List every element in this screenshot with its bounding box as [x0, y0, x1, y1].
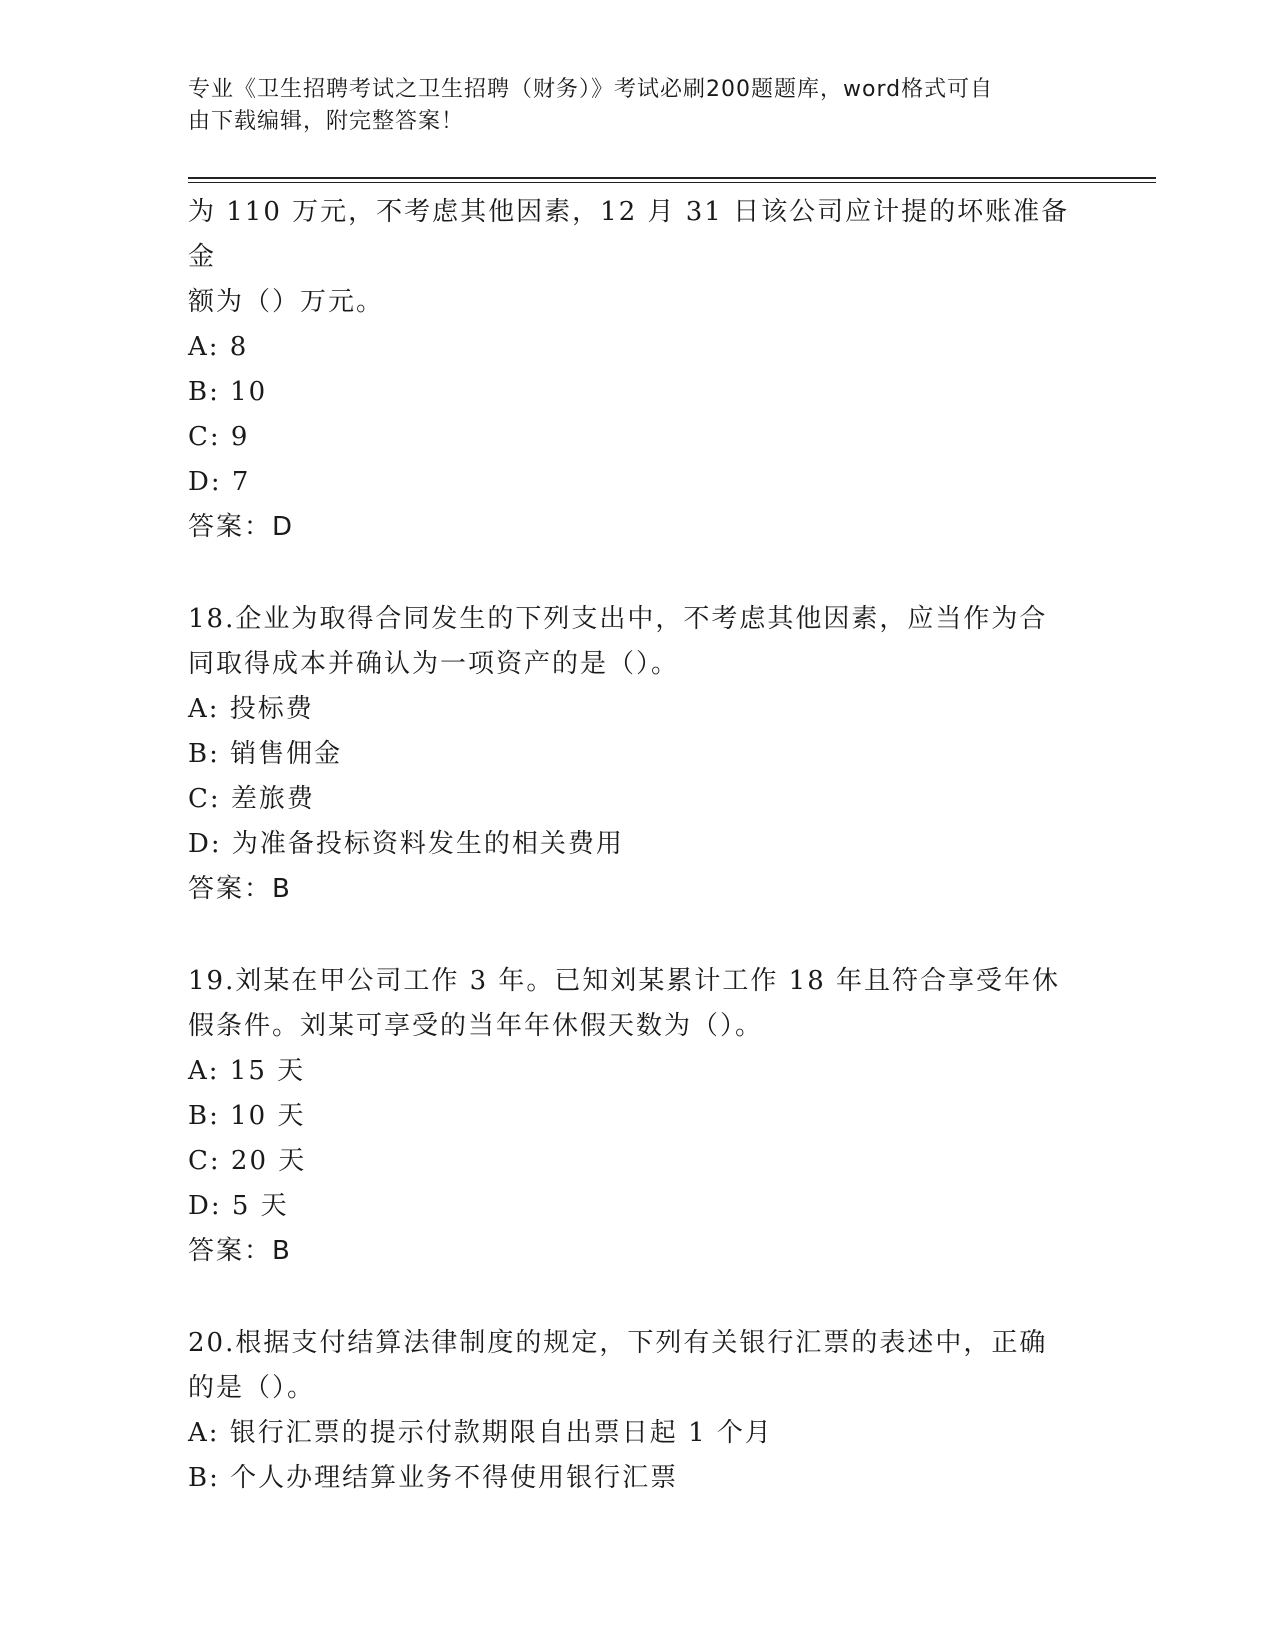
- option-c: C: 9: [188, 422, 250, 452]
- question-block: [188, 597, 1088, 912]
- header-line-2: 由下载编辑，附完整答案！: [188, 109, 465, 134]
- question-stem-line: 同取得成本并确认为一项资产的是（）。: [188, 649, 680, 679]
- option-d: D: 7: [188, 467, 251, 497]
- option-c: C: 差旅费: [188, 784, 315, 814]
- question-stem-line: 20.根据支付结算法律制度的规定，下列有关银行汇票的表述中，正确: [188, 1328, 1048, 1358]
- answer-line: 答案：B: [188, 1236, 292, 1266]
- option-a: A: 银行汇票的提示付款期限自出票日起 1 个月: [188, 1418, 773, 1448]
- option-d: D: 为准备投标资料发生的相关费用: [188, 829, 624, 859]
- question-list: [188, 190, 1088, 1501]
- header-divider-thick: [188, 177, 1156, 179]
- answer-line: 答案：D: [188, 512, 295, 542]
- question-stem-line: 为 110 万元，不考虑其他因素，12 月 31 日该公司应计提的坏账准备金: [188, 197, 1070, 272]
- answer-line: 答案：B: [188, 874, 292, 904]
- question-stem-line: 18.企业为取得合同发生的下列支出中，不考虑其他因素，应当作为合: [188, 604, 1048, 634]
- option-b: B: 销售佣金: [188, 739, 343, 769]
- question-stem-line: 假条件。刘某可享受的当年年休假天数为（）。: [188, 1011, 764, 1041]
- option-a: A: 15 天: [188, 1056, 306, 1086]
- header-divider-thin: [188, 182, 1156, 183]
- option-b: B: 10 天: [188, 1101, 306, 1131]
- document-header: [188, 74, 1088, 138]
- option-c: C: 20 天: [188, 1146, 307, 1176]
- option-b: B: 个人办理结算业务不得使用银行汇票: [188, 1463, 679, 1493]
- option-b: B: 10: [188, 377, 268, 407]
- question-stem-line: 19.刘某在甲公司工作 3 年。已知刘某累计工作 18 年且符合享受年休: [188, 966, 1061, 996]
- question-block: [188, 1321, 1088, 1501]
- question-stem-line: 的是（）。: [188, 1373, 316, 1403]
- question-block: [188, 959, 1088, 1274]
- question-block: [188, 190, 1088, 550]
- option-d: D: 5 天: [188, 1191, 289, 1221]
- option-a: A: 投标费: [188, 694, 314, 724]
- header-line-1: 专业《卫生招聘考试之卫生招聘（财务）》考试必刷200题题库，word格式可自: [188, 77, 994, 102]
- question-stem-line: 额为（）万元。: [188, 287, 385, 317]
- option-a: A: 8: [188, 332, 249, 362]
